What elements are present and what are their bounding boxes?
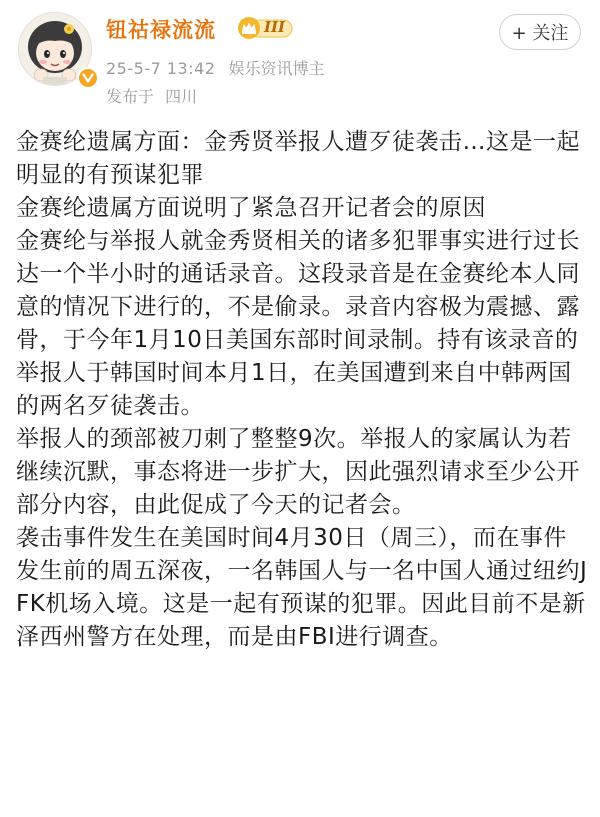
post-location (106, 84, 197, 107)
post-meta (106, 56, 325, 79)
post-paragraph: 金赛纶遗属方面：金秀贤举报人遭歹徒袭击…这是一起明显的有预谋犯罪 (16, 129, 580, 188)
user-title: 娱乐资讯博主 (228, 59, 325, 78)
post-timestamp: 25-5-7 13:42 (106, 59, 216, 78)
post-paragraph: 举报人的颈部被刀刺了整整9次。举报人的家属认为若继续沉默，事态将进一步扩大，因此强烈请求至少公开部分内容，由此促成了今天的记者会。 (16, 426, 580, 518)
user-name[interactable]: 钮祜禄流流 (106, 18, 216, 42)
post-paragraph: 金赛纶与举报人就金秀贤相关的诸多犯罪事实进行过长达一个半小时的通话录音。这段录音是在金赛纶本人同意的情况下进行的，不是偷录。录音内容极为震撼、露骨，于今年1月10日美国东部时间录制。持有该录音的举报人于韩国时间本月1日，在美国遭到来自中韩两国的两名歹徒袭击。 (16, 228, 580, 419)
post-paragraph: 金赛纶遗属方面说明了紧急召开记者会的原因 (16, 195, 486, 221)
verified-v-icon (77, 67, 99, 89)
post-paragraph: 袭击事件发生在美国时间4月30日（周三），而在事件发生前的周五深夜，一名韩国人与一名中国人通过纽约JFK机场入境。这是一起有预谋的犯罪。因此目前不是新泽西州警方在处理，而是由FBI进行调查。 (16, 525, 588, 650)
location-name: 四川 (165, 87, 198, 106)
location-prefix: 发布于 (106, 87, 155, 106)
member-level-text: III (264, 18, 286, 36)
verified-v-glyph-icon (79, 69, 97, 87)
post-body (16, 126, 588, 654)
follow-button[interactable]: + 关注 (499, 14, 581, 50)
crown-member-icon[interactable] (236, 16, 294, 40)
avatar[interactable] (18, 12, 92, 86)
post-header (0, 0, 600, 118)
